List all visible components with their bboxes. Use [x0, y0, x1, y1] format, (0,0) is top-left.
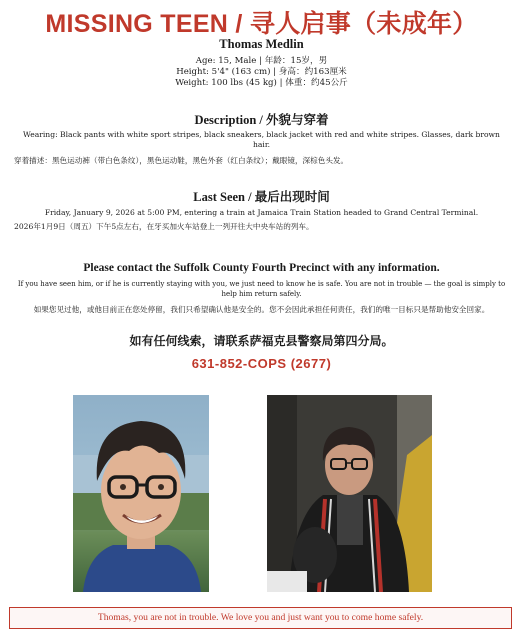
physical-facts	[0, 56, 523, 89]
message-banner: Thomas, you are not in trouble. We love you and just want you to come home safely.	[9, 607, 512, 629]
portrait-illustration	[73, 395, 209, 592]
last-seen-english: Friday, January 9, 2026 at 5:00 PM, entering a train at Jamaica Train Station headed to Grand Central Terminal.	[44, 208, 479, 217]
contact-heading: Please contact the Suffolk County Fourth Precinct with any information.	[83, 262, 440, 274]
fact-height: Height: 5'4" (163 cm) | 身高：约163厘米	[176, 67, 347, 77]
safety-note-chinese: 如果您见过他，或他目前正在您处停留，我们只希望确认他是安全的。您不会因此承担任何责任，我们的唯一目标只是帮助他安全回家。	[33, 305, 490, 314]
wearing-chinese: 穿着描述：黑色运动裤（带白色条纹），黑色运动鞋，黑色外套（红白条纹）；戴眼镜，深棕色头发。	[14, 156, 349, 165]
safety-note-english: If you have seen him, or if he is currently staying with you, we just need to know he is safe. You are not in trouble — the goal is simply to help him return safely.	[17, 280, 506, 298]
portrait-photo	[73, 395, 209, 592]
phone-number[interactable]: 631-852-COPS (2677)	[191, 356, 332, 371]
fact-weight: Weight: 100 lbs (45 kg) | 体重：约45公斤	[175, 78, 348, 88]
poster-title: MISSING TEEN / 寻人启事（未成年）	[45, 10, 478, 38]
last-seen-chinese: 2026年1月9日（周五）下午5点左右，在牙买加火车站登上一列开往大中央车站的列车。	[14, 222, 314, 231]
last-seen-heading: Last Seen / 最后出现时间	[193, 190, 330, 204]
wearing-english: Wearing: Black pants with white sport stripes, black sneakers, black jacket with red and white stripes. Glasses, dark brown hair.	[23, 130, 500, 149]
train-station-photo	[267, 395, 432, 592]
description-heading: Description / 外貌与穿着	[194, 113, 329, 127]
fact-age: Age: 15, Male | 年龄：15岁，男	[195, 56, 328, 66]
person-name: Thomas Medlin	[219, 37, 304, 51]
station-illustration	[267, 395, 432, 592]
contact-chinese: 如有任何线索，请联系萨福克县警察局第四分局。	[129, 334, 394, 348]
